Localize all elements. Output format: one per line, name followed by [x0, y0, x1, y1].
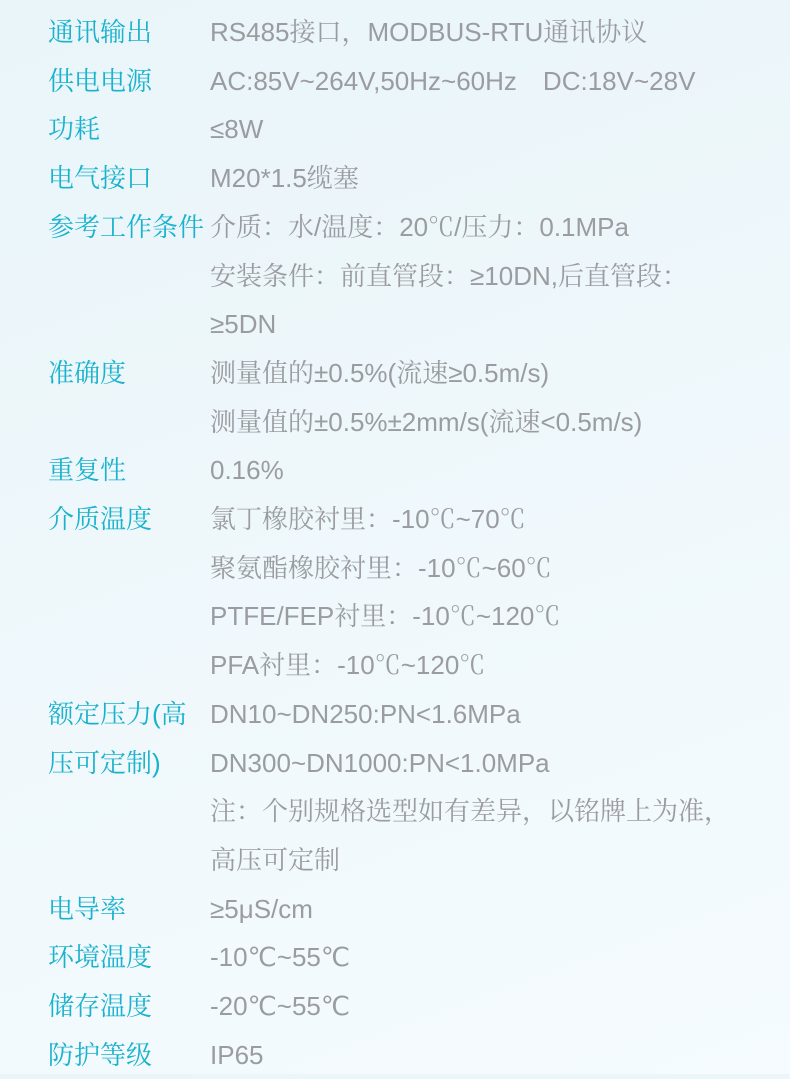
spec-value: DN300~DN1000:PN<1.0MPa — [210, 747, 550, 778]
spec-label: 重复性 — [48, 455, 127, 486]
spec-row-protection-rating — [48, 1031, 762, 1079]
spec-value-column — [210, 154, 762, 203]
spec-label-column — [48, 885, 210, 934]
spec-label-column — [48, 690, 210, 787]
spec-label: 环境温度 — [48, 942, 153, 973]
spec-value: IP65 — [210, 1039, 264, 1070]
spec-value: 测量值的±0.5%(流速≥0.5m/s) — [210, 357, 550, 388]
spec-value: PFA衬里：-10℃~120℃ — [210, 650, 486, 681]
spec-value-column — [210, 1031, 762, 1079]
spec-row-ambient-temperature — [48, 933, 762, 982]
spec-row-power-consumption — [48, 105, 762, 154]
spec-value-column — [210, 933, 762, 982]
spec-value: 测量值的±0.5%±2mm/s(流速<0.5m/s) — [210, 406, 643, 437]
spec-row-accuracy — [48, 349, 762, 446]
spec-value: -20℃~55℃ — [210, 991, 351, 1022]
spec-row-storage-temperature — [48, 982, 762, 1031]
spec-value-column — [210, 105, 762, 154]
spec-label-column — [48, 446, 210, 495]
spec-value: 氯丁橡胶衬里：-10℃~70℃ — [210, 504, 526, 535]
spec-row-repeatability — [48, 446, 762, 495]
spec-row-communication-output — [48, 8, 762, 57]
spec-row-rated-pressure — [48, 690, 762, 885]
spec-row-electrical-interface — [48, 154, 762, 203]
spec-label-column — [48, 495, 210, 544]
spec-value: ≥5μS/cm — [210, 893, 313, 924]
spec-label-column — [48, 203, 210, 252]
spec-label-column — [48, 933, 210, 982]
spec-label: 介质温度 — [48, 504, 153, 535]
spec-label: 供电电源 — [48, 65, 153, 96]
spec-value: ≥5DN — [210, 309, 277, 340]
spec-label: 额定压力(高 — [48, 698, 187, 729]
spec-value-column — [210, 446, 762, 495]
spec-value: 聚氨酯橡胶衬里：-10℃~60℃ — [210, 552, 552, 583]
spec-label: 储存温度 — [48, 991, 153, 1022]
spec-label-column — [48, 349, 210, 398]
spec-value: -10℃~55℃ — [210, 942, 351, 973]
spec-row-power-supply — [48, 57, 762, 106]
spec-value: ≤8W — [210, 114, 264, 145]
spec-value: AC:85V~264V,50Hz~60Hz DC:18V~28V — [210, 65, 696, 96]
spec-label: 参考工作条件 — [48, 211, 205, 242]
spec-value-column — [210, 885, 762, 934]
spec-value-column — [210, 495, 762, 690]
spec-label-column — [48, 154, 210, 203]
spec-label: 功耗 — [48, 114, 101, 145]
spec-label-column — [48, 57, 210, 106]
spec-value: 介质：水/温度：20℃/压力：0.1MPa — [210, 211, 629, 242]
spec-value-column — [210, 203, 762, 349]
spec-value-column — [210, 57, 762, 106]
spec-value-column — [210, 982, 762, 1031]
spec-row-medium-temperature — [48, 495, 762, 690]
spec-label: 电气接口 — [48, 163, 153, 194]
spec-value: DN10~DN250:PN<1.6MPa — [210, 698, 521, 729]
spec-label: 电导率 — [48, 893, 127, 924]
spec-row-conductivity — [48, 885, 762, 934]
spec-value: PTFE/FEP衬里：-10℃~120℃ — [210, 601, 561, 632]
spec-row-reference-conditions — [48, 203, 762, 349]
spec-value: 注：个别规格选型如有差异，以铭牌上为准， — [210, 796, 731, 827]
spec-value: 0.16% — [210, 455, 284, 486]
spec-label-column — [48, 982, 210, 1031]
spec-label: 通讯输出 — [48, 17, 153, 47]
spec-label: 防护等级 — [48, 1039, 153, 1070]
spec-value-column — [210, 8, 762, 57]
spec-label-column — [48, 105, 210, 154]
spec-value: 安装条件：前直管段：≥10DN,后直管段： — [210, 260, 688, 291]
spec-value: M20*1.5缆塞 — [210, 163, 359, 194]
spec-value: RS485接口，MODBUS-RTU通讯协议 — [210, 17, 648, 47]
spec-label-column — [48, 8, 210, 57]
spec-label: 压可定制) — [48, 747, 161, 778]
spec-value-column — [210, 349, 762, 446]
spec-label: 准确度 — [48, 357, 127, 388]
spec-label-column — [48, 1031, 210, 1079]
spec-value-column — [210, 690, 762, 885]
spec-value: 高压可定制 — [210, 844, 341, 875]
